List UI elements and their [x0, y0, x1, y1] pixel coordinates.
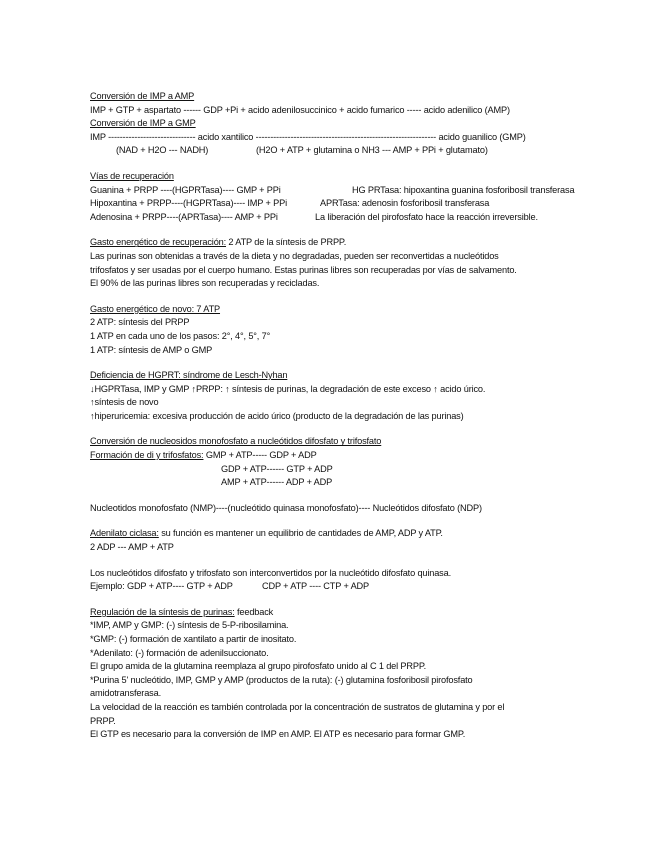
reaction-imp-to-gmp: IMP ------------------------------ acido xantilico -------------------------------------------------------------- acido guanilico (GMP)	[90, 131, 526, 142]
regulacion-line: *Adenilato: (-) formación de adenilsuccionato.	[90, 647, 269, 658]
document-page	[90, 90, 590, 742]
list-line: 1 ATP en cada uno de los pasos: 2°, 4°, 5°, 7°	[90, 330, 271, 341]
regulacion-heading-line	[90, 606, 590, 620]
regulacion-line: *GMP: (-) formación de xantilato a partir de inositato.	[90, 634, 297, 644]
paragraph-line: El 90% de las purinas libres son recuperadas y recicladas.	[90, 278, 320, 289]
list-line: ↑hiperuricemia: excesiva producción de acido úrico (producto de la degradación de las purinas)	[90, 410, 464, 421]
regulacion-line: PRPP.	[90, 715, 116, 726]
paragraph-line: Las purinas son obtenidas a través de la dieta y no degradadas, pueden ser reconvertidas a nucleótidos	[90, 250, 499, 261]
recuperacion-definition: La liberación del pirofosfato hace la reacción irreversible.	[315, 211, 538, 222]
reaction-imp-to-amp: IMP + GTP + aspartato ------ GDP +Pi + acido adenilosuccinico + acido fumarico ----- acido adenilico (AMP)	[90, 104, 510, 115]
reaction-line: 2 ADP --- AMP + ATP	[90, 542, 174, 553]
gasto-recuperacion-heading-line	[90, 236, 590, 250]
heading-gasto-novo: Gasto energético de novo: 7 ATP	[90, 303, 221, 314]
list-line: ↑síntesis de novo	[90, 397, 159, 408]
note-nad: (NAD + H2O --- NADH)	[116, 145, 209, 156]
reaction-line: GMP + ATP----- GDP + ADP	[203, 450, 317, 461]
regulacion-type: feedback	[234, 606, 274, 617]
heading-lesch-nyhan: Deficiencia de HGPRT: síndrome de Lesch-Nyhan	[90, 370, 288, 381]
formacion-line	[90, 449, 590, 463]
list-line: ↓HGPRTasa, IMP y GMP ↑PRPP: ↑ síntesis de purinas, la degradación de este exceso ↑ acido úrico.	[90, 383, 486, 394]
heading-vias-recuperacion: Vías de recuperación	[90, 170, 174, 181]
regulacion-line: El GTP es necesario para la conversión de IMP en AMP. El ATP es necesario para formar GMP.	[90, 729, 466, 740]
heading-adenilato-ciclasa: Adenilato ciclasa:	[90, 528, 159, 539]
ejemplo-right: CDP + ATP ---- CTP + ADP	[262, 581, 370, 592]
recuperacion-row	[90, 211, 590, 225]
recuperacion-reaction: Adenosina + PRPP----(APRTasa)---- AMP + PPi	[90, 211, 278, 222]
note-glutamina: (H2O + ATP + glutamina o NH3 --- AMP + PPi + glutamato)	[256, 145, 488, 156]
recuperacion-definition: APRTasa: adenosin fosforibosil transferasa	[320, 198, 490, 209]
ejemplo-left: Ejemplo: GDP + ATP---- GTP + ADP	[90, 581, 233, 592]
regulacion-line: *Purina 5' nucleótido, IMP, GMP y AMP (productos de la ruta): (-) glutamina fosforibosil pirofosfato	[90, 674, 473, 685]
recuperacion-row	[90, 184, 590, 198]
heading-gasto-recuperacion: Gasto energético de recuperación:	[90, 237, 227, 248]
heading-conversion-nucleosidos: Conversión de nucleosidos monofosfato a nucleótidos difosfato y trifosfato	[90, 436, 382, 447]
ejemplo-row	[90, 580, 590, 594]
recuperacion-row	[90, 197, 590, 211]
heading-imp-to-gmp: Conversión de IMP a GMP	[90, 118, 196, 129]
regulacion-line: El grupo amida de la glutamina reemplaza al grupo pirofosfato unido al C 1 del PRPP.	[90, 661, 427, 672]
regulacion-line: La velocidad de la reacción es también controlada por la concentración de sustratos de glutamina y por el	[90, 701, 505, 712]
list-line: 2 ATP: síntesis del PRPP	[90, 317, 190, 328]
heading-imp-to-amp: Conversión de IMP a AMP	[90, 91, 195, 101]
reaction-line: AMP + ATP------ ADP + ADP	[221, 477, 333, 488]
regulacion-line: amidotransferasa.	[90, 688, 161, 699]
recuperacion-reaction: Hipoxantina + PRPP----(HGPRTasa)---- IMP + PPi	[90, 198, 287, 209]
interconversion-line: Los nucleótidos difosfato y trifosfato son interconvertidos por la nucleótido difosfato quinasa.	[90, 567, 451, 578]
nmp-to-ndp-line: Nucleotidos monofosfato (NMP)----(nucleótido quinasa monofosfato)---- Nucleótidos difosfato (NDP)	[90, 502, 482, 513]
recuperacion-definition: HG PRTasa: hipoxantina guanina fosforibosil transferasa	[352, 184, 575, 195]
regulacion-line: *IMP, AMP y GMP: (-) síntesis de 5-P-ribosilamina.	[90, 620, 289, 631]
reaction-line: GDP + ATP------ GTP + ADP	[221, 463, 333, 474]
recuperacion-reaction: Guanina + PRPP ----(HGPRTasa)---- GMP + PPi	[90, 184, 281, 195]
list-line: 1 ATP: síntesis de AMP o GMP	[90, 344, 213, 355]
imp-to-gmp-notes	[90, 144, 590, 158]
heading-regulacion: Regulación de la síntesis de purinas:	[90, 606, 235, 617]
adenilato-description: su función es mantener un equilibrio de cantidades de AMP, ADP y ATP.	[158, 528, 443, 539]
adenilato-heading-line	[90, 527, 590, 541]
paragraph-line: trifosfatos y ser usadas por el cuerpo humano. Estas purinas libres son recuperadas por vías de salvamento.	[90, 264, 517, 275]
heading-formacion-di-trifosfatos: Formación de di y trifosfatos:	[90, 450, 204, 461]
gasto-recuperacion-value: 2 ATP de la síntesis de PRPP.	[226, 237, 347, 248]
